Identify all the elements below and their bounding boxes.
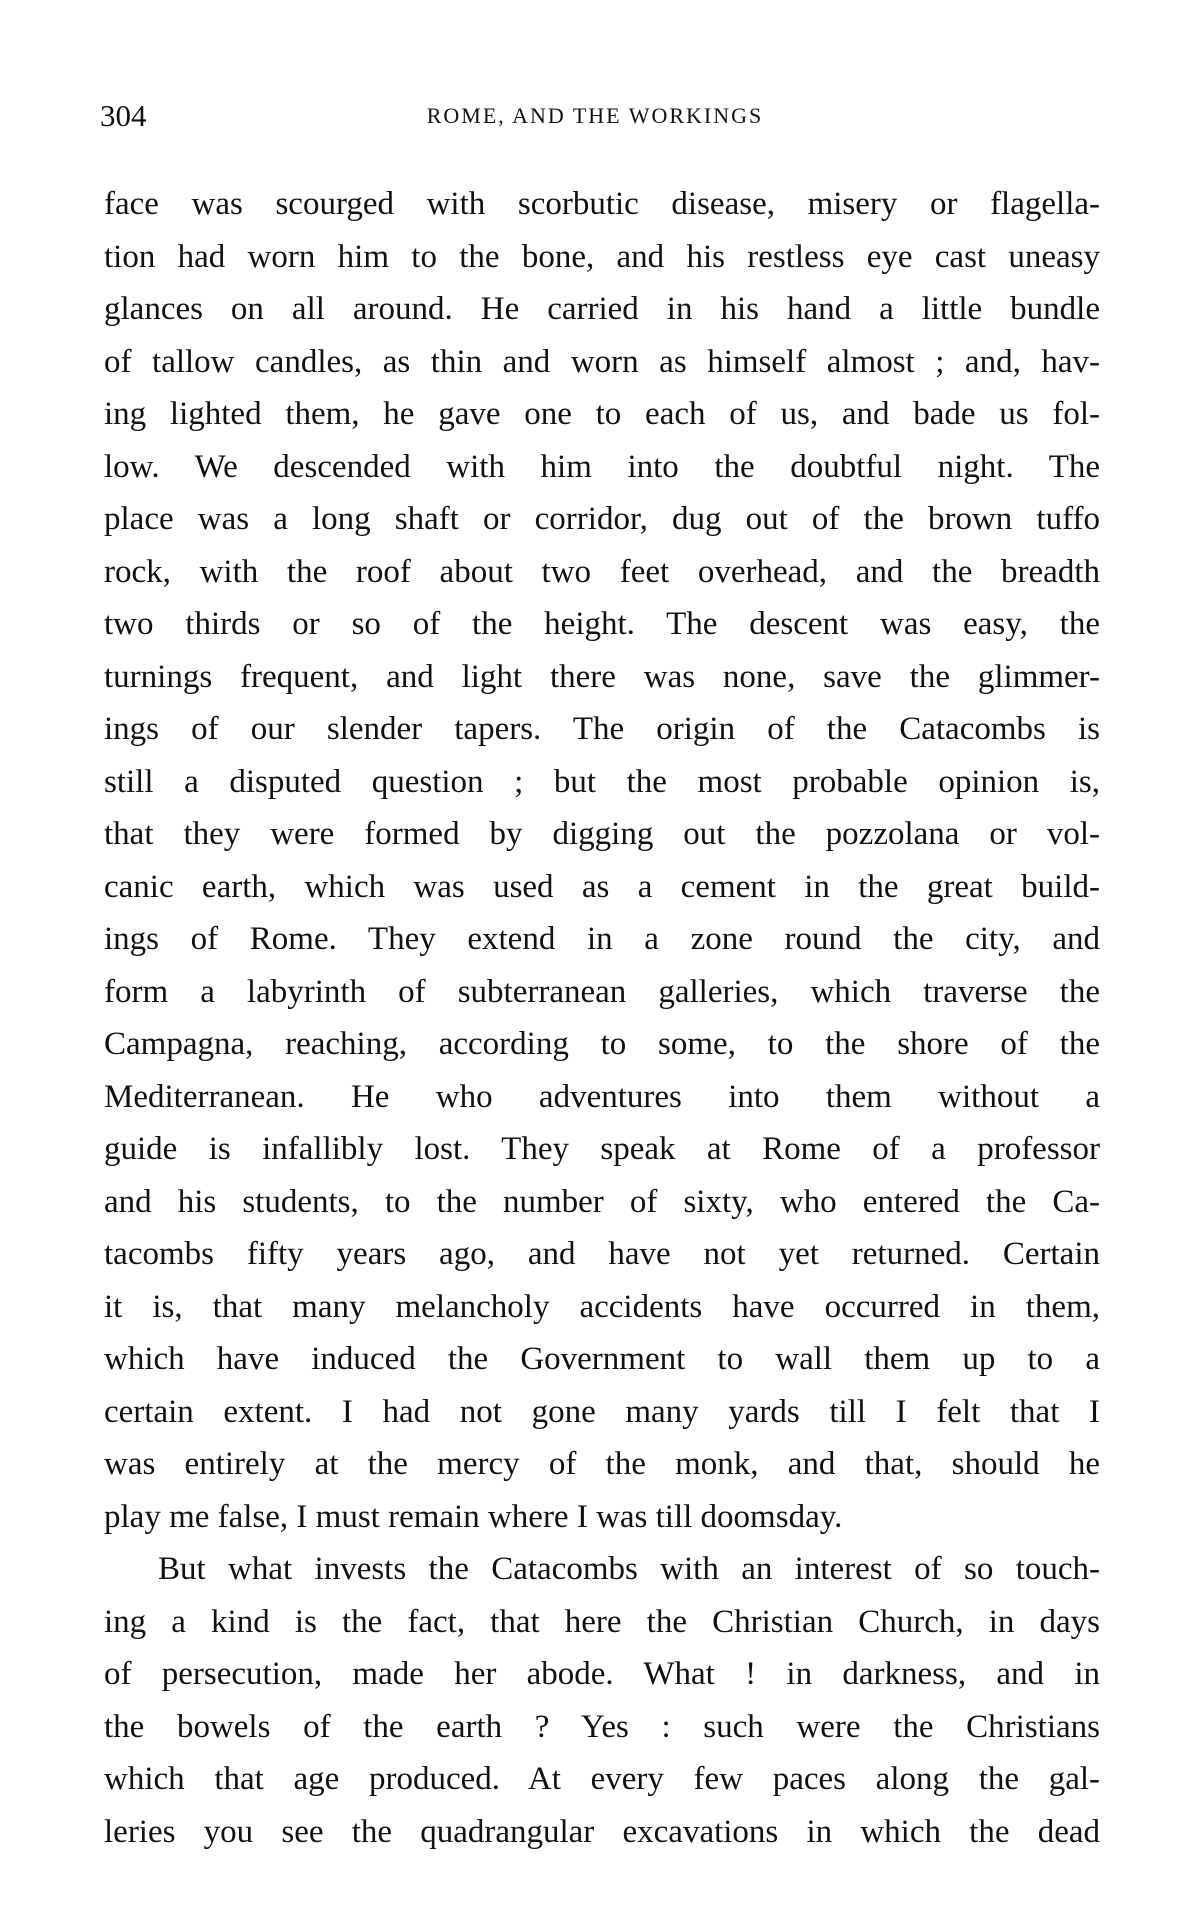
running-head: [100, 96, 1100, 136]
text-line: which have induced the Government to wall them up to a: [104, 1341, 1100, 1377]
text-line: was entirely at the mercy of the monk, and that, should he: [104, 1446, 1100, 1482]
text-line: canic earth, which was used as a cement in the great build-: [104, 868, 1100, 905]
text-line: Campagna, reaching, according to some, to the shore of the: [104, 1026, 1100, 1062]
text-line: the bowels of the earth ? Yes : such were the Christians: [104, 1708, 1100, 1745]
text-line: low. We descended with him into the doubtful night. The: [104, 448, 1100, 485]
text-line: ing a kind is the fact, that here the Christian Church, in days: [104, 1603, 1100, 1640]
text-line: of persecution, made her abode. What ! in darkness, and in: [104, 1656, 1100, 1692]
text-line-paragraph-end: play me false, I must remain where I was till doomsday.: [104, 1498, 843, 1535]
text-line: turnings frequent, and light there was none, save the glimmer-: [104, 658, 1100, 695]
text-line: Mediterranean. He who adventures into them without a: [104, 1078, 1100, 1115]
body-text: [104, 178, 1100, 1858]
text-line: and his students, to the number of sixty, who entered the Ca-: [104, 1183, 1100, 1220]
text-line: certain extent. I had not gone many yards till I felt that I: [104, 1393, 1100, 1430]
text-line: tacombs fifty years ago, and have not yet returned. Certain: [104, 1236, 1100, 1272]
text-line: face was scourged with scorbutic disease, misery or flagella-: [104, 186, 1100, 222]
text-line: guide is infallibly lost. They speak at Rome of a professor: [104, 1131, 1100, 1167]
text-line: that they were formed by digging out the pozzolana or vol-: [104, 816, 1100, 852]
text-line: still a disputed question ; but the most probable opinion is,: [104, 763, 1100, 800]
text-line: which that age produced. At every few paces along the gal-: [104, 1761, 1100, 1797]
text-line: rock, with the roof about two feet overhead, and the breadth: [104, 553, 1100, 590]
running-title: ROME, AND THE WORKINGS: [426, 103, 764, 128]
text-line: it is, that many melancholy accidents have occurred in them,: [104, 1288, 1100, 1325]
text-line: ings of Rome. They extend in a zone round the city, and: [104, 921, 1100, 957]
text-line: tion had worn him to the bone, and his restless eye cast uneasy: [104, 238, 1100, 275]
text-line: two thirds or so of the height. The descent was easy, the: [104, 606, 1100, 642]
page-number: 304: [100, 98, 147, 133]
text-line: place was a long shaft or corridor, dug out of the brown tuffo: [104, 501, 1100, 537]
text-line: leries you see the quadrangular excavations in which the dead: [104, 1813, 1100, 1850]
text-line: of tallow candles, as thin and worn as himself almost ; and, hav-: [104, 343, 1100, 380]
text-line: form a labyrinth of subterranean galleries, which traverse the: [104, 973, 1100, 1010]
text-line: ing lighted them, he gave one to each of us, and bade us fol-: [104, 396, 1100, 432]
text-line: glances on all around. He carried in his hand a little bundle: [104, 291, 1100, 327]
text-line-paragraph-start: But what invests the Catacombs with an interest of so touch-: [158, 1551, 1100, 1587]
text-line: ings of our slender tapers. The origin of the Catacombs is: [104, 711, 1100, 747]
